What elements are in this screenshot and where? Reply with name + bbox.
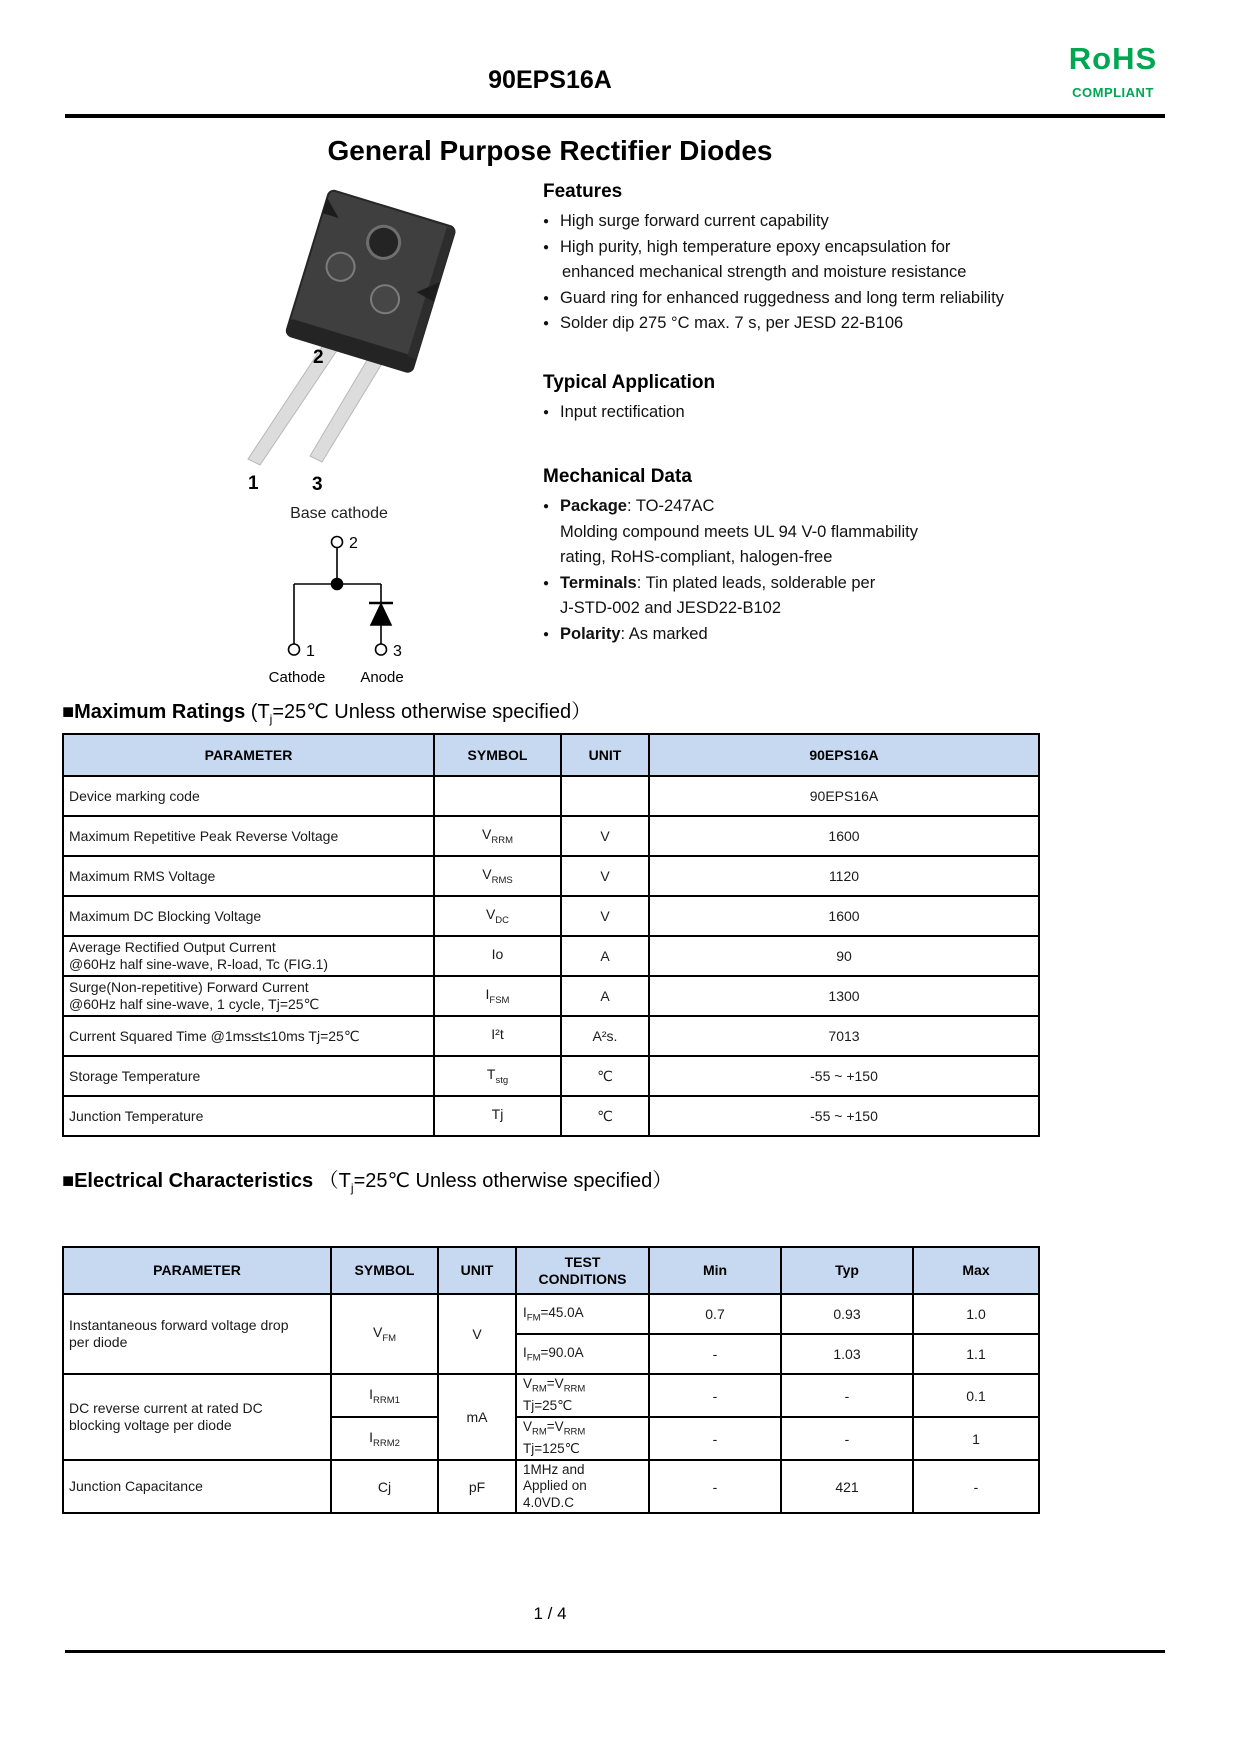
param-cell: Junction Temperature: [63, 1096, 434, 1136]
value-cell: 1300: [649, 976, 1039, 1016]
symbol-cell: Io: [434, 936, 561, 976]
mech-text: Package: TO-247AC: [560, 497, 715, 515]
unit-cell: V: [438, 1294, 516, 1374]
table-row: [63, 936, 1039, 976]
unit-cell: A: [561, 936, 649, 976]
value-cell: 1600: [649, 816, 1039, 856]
rohs-compliant-text: COMPLIANT: [1072, 85, 1154, 100]
list-item: [543, 596, 1211, 622]
table-row: [63, 816, 1039, 856]
min-cell: -: [649, 1417, 781, 1460]
bullet-icon: [543, 545, 560, 571]
table-row: [63, 1294, 1039, 1334]
diode-symbol-icon: [371, 604, 391, 625]
unit-cell: [561, 776, 649, 816]
symbol-cell: $V_{RMS}$: [434, 856, 561, 896]
anode-label: Anode: [360, 669, 404, 686]
value-cell: 1600: [649, 896, 1039, 936]
rohs-badge: [1048, 42, 1178, 100]
symbol-cell: $I_{RRM1}$: [331, 1374, 438, 1417]
test-condition-cell: 1MHz and Applied on 4.0VD.C: [516, 1460, 649, 1513]
value-cell: 7013: [649, 1016, 1039, 1056]
symbol-cell: $I_{RRM2}$: [331, 1417, 438, 1460]
table-row: [63, 1096, 1039, 1136]
table-row: [63, 1374, 1039, 1417]
heading-cond: (T: [245, 701, 270, 723]
symbol-cell: Cj: [331, 1460, 438, 1513]
table-row: [63, 976, 1039, 1016]
heading-cond: =25℃ Unless otherwise specified）: [272, 701, 592, 723]
param-cell: Current Squared Time @1ms≤t≤10ms Tj=25℃: [63, 1016, 434, 1056]
table-row: [63, 896, 1039, 936]
bullet-icon: [543, 596, 560, 622]
bullet-icon: [543, 520, 560, 546]
heading-bold: ■Electrical Characteristics: [62, 1170, 314, 1192]
diode-schematic: [260, 532, 420, 690]
test-condition-cell: $V_{RM}=V_{RRM}$ Tj=25℃: [516, 1374, 649, 1417]
list-item: [543, 400, 1211, 426]
terminal-3-icon: [376, 644, 387, 655]
typical-application-heading: Typical Application: [543, 371, 716, 393]
feature-text: Solder dip 275 °C max. 7 s, per JESD 22-B106: [560, 314, 904, 332]
typ-cell: -: [781, 1417, 913, 1460]
bullet-icon: ●: [543, 501, 550, 512]
unit-cell: ℃: [561, 1056, 649, 1096]
param-cell: Maximum DC Blocking Voltage: [63, 896, 434, 936]
page-number: 1 / 4: [533, 1604, 567, 1623]
mech-text: Molding compound meets UL 94 V-0 flammability: [560, 522, 918, 541]
footer-rule: [65, 1650, 1165, 1653]
table-row: [63, 776, 1039, 816]
unit-cell: A: [561, 976, 649, 1016]
max-cell: -: [913, 1460, 1039, 1513]
symbol-cell: $T_{stg}$: [434, 1056, 561, 1096]
list-item: [543, 622, 1211, 648]
value-cell: -55 ~ +150: [649, 1096, 1039, 1136]
col-max: Max: [913, 1247, 1039, 1294]
test-condition-cell: $I_{FM}=45.0A$: [516, 1294, 649, 1334]
package-pin3-label: 3: [312, 474, 323, 495]
list-item: [543, 286, 1211, 312]
typical-application-list: [543, 400, 1211, 426]
param-cell: Instantaneous forward voltage drop per diode: [63, 1294, 331, 1374]
mech-text: Polarity: As marked: [560, 624, 708, 643]
param-cell: Maximum RMS Voltage: [63, 856, 434, 896]
electrical-characteristics-heading: ■Electrical Characteristics （$T_j=25℃$ Unless otherwise specified）: [62, 1170, 673, 1195]
param-cell: DC reverse current at rated DC blocking voltage per diode: [63, 1374, 331, 1460]
param-cell: Surge(Non-repetitive) Forward Current @60Hz half sine-wave, 1 cycle, Tj=25℃: [63, 976, 434, 1016]
feature-text: enhanced mechanical strength and moisture resistance: [562, 263, 967, 281]
package-pin2-label: 2: [313, 347, 324, 368]
test-condition-cell: $I_{FM}=90.0A$: [516, 1334, 649, 1374]
terminal-2-icon: [332, 537, 343, 548]
list-item: [543, 520, 1211, 546]
unit-cell: A²s.: [561, 1016, 649, 1056]
param-cell: Maximum Repetitive Peak Reverse Voltage: [63, 816, 434, 856]
header-rule: [65, 114, 1165, 118]
maximum-ratings-heading: ■Maximum Ratings ($T_j=25℃$ Unless otherwise specified）: [62, 701, 592, 726]
unit-cell: V: [561, 896, 649, 936]
value-cell: 1120: [649, 856, 1039, 896]
features-list: [543, 209, 1211, 337]
schematic-pin2-label: 2: [349, 535, 358, 552]
mech-text: J-STD-002 and JESD22-B102: [560, 599, 782, 617]
typ-cell: 0.93: [781, 1294, 913, 1334]
param-cell: Junction Capacitance: [63, 1460, 331, 1513]
symbol-cell: $I_{FSM}$: [434, 976, 561, 1016]
col-unit: UNIT: [438, 1247, 516, 1294]
list-item: [543, 571, 1211, 597]
unit-cell: mA: [438, 1374, 516, 1460]
unit-cell: pF: [438, 1460, 516, 1513]
col-parameter: PARAMETER: [63, 1247, 331, 1294]
page-title: General Purpose Rectifier Diodes: [327, 135, 773, 166]
value-cell: 90EPS16A: [649, 776, 1039, 816]
symbol-cell: $V_{RRM}$: [434, 816, 561, 856]
param-cell: Average Rectified Output Current @60Hz half sine-wave, R-load, Tc (FIG.1): [63, 936, 434, 976]
min-cell: -: [649, 1374, 781, 1417]
bullet-icon: ●: [543, 577, 550, 589]
package-photo: [180, 175, 525, 495]
col-test-conditions: TEST CONDITIONS: [516, 1247, 649, 1294]
heading-bold: ■Maximum Ratings: [62, 701, 246, 723]
col-symbol: SYMBOL: [331, 1247, 438, 1294]
table-header-row: [63, 1247, 1039, 1294]
rohs-logo-text: RoHS: [1068, 41, 1158, 76]
table-header-row: [63, 734, 1039, 776]
list-item: [543, 209, 1211, 235]
table-row: [63, 1016, 1039, 1056]
unit-cell: V: [561, 816, 649, 856]
max-cell: 0.1: [913, 1374, 1039, 1417]
mechanical-data-heading: Mechanical Data: [543, 466, 692, 487]
mech-text: Terminals: Tin plated leads, solderable per: [560, 573, 876, 592]
list-item: [543, 311, 1211, 337]
min-cell: -: [649, 1334, 781, 1374]
schematic-pin3-label: 3: [393, 643, 402, 660]
param-cell: Storage Temperature: [63, 1056, 434, 1096]
package-caption: Base cathode: [290, 505, 388, 522]
maximum-ratings-table: [62, 733, 1040, 1137]
list-item: [543, 545, 1211, 571]
symbol-cell: [434, 776, 561, 816]
heading-cond: （T: [313, 1170, 351, 1192]
electrical-characteristics-table: [62, 1246, 1040, 1514]
col-min: Min: [649, 1247, 781, 1294]
symbol-cell: I²t: [434, 1016, 561, 1056]
typ-cell: -: [781, 1374, 913, 1417]
test-condition-cell: $V_{RM}=V_{RRM}$ Tj=125℃: [516, 1417, 649, 1460]
col-parameter: PARAMETER: [63, 734, 434, 776]
cathode-label: Cathode: [268, 669, 326, 686]
schematic-pin1-label: 1: [306, 643, 315, 660]
symbol-cell: Tj: [434, 1096, 561, 1136]
value-cell: 90: [649, 936, 1039, 976]
unit-cell: V: [561, 856, 649, 896]
application-text: Input rectification: [560, 402, 685, 421]
col-typ: Typ: [781, 1247, 913, 1294]
max-cell: 1.0: [913, 1294, 1039, 1334]
list-item: [543, 494, 1211, 520]
part-number-title: 90EPS16A: [488, 66, 612, 94]
package-body: [285, 189, 456, 373]
feature-text: High surge forward current capability: [560, 212, 829, 230]
col-device: 90EPS16A: [649, 734, 1039, 776]
table-row: [63, 1460, 1039, 1513]
max-cell: 1.1: [913, 1334, 1039, 1374]
feature-text: Guard ring for enhanced ruggedness and long term reliability: [560, 288, 1004, 307]
features-heading: Features: [543, 181, 623, 202]
max-cell: 1: [913, 1417, 1039, 1460]
heading-cond: =25℃ Unless otherwise specified）: [353, 1170, 673, 1192]
param-cell: Device marking code: [63, 776, 434, 816]
col-symbol: SYMBOL: [434, 734, 561, 776]
value-cell: -55 ~ +150: [649, 1056, 1039, 1096]
col-unit: UNIT: [561, 734, 649, 776]
unit-cell: ℃: [561, 1096, 649, 1136]
mechanical-data-list: [543, 494, 1211, 647]
right-column: [543, 180, 1211, 647]
table-row: [63, 856, 1039, 896]
typ-cell: 1.03: [781, 1334, 913, 1374]
typ-cell: 421: [781, 1460, 913, 1513]
package-pin1-label: 1: [248, 473, 259, 494]
mech-text: rating, RoHS-compliant, halogen-free: [560, 548, 833, 566]
min-cell: -: [649, 1460, 781, 1513]
feature-text: High purity, high temperature epoxy encapsulation for: [560, 237, 951, 256]
symbol-cell: $V_{FM}$: [331, 1294, 438, 1374]
min-cell: 0.7: [649, 1294, 781, 1334]
symbol-cell: $V_{DC}$: [434, 896, 561, 936]
terminal-1-icon: [289, 644, 300, 655]
list-item: [543, 235, 1211, 286]
table-row: [63, 1056, 1039, 1096]
bullet-icon: ●: [543, 628, 550, 640]
